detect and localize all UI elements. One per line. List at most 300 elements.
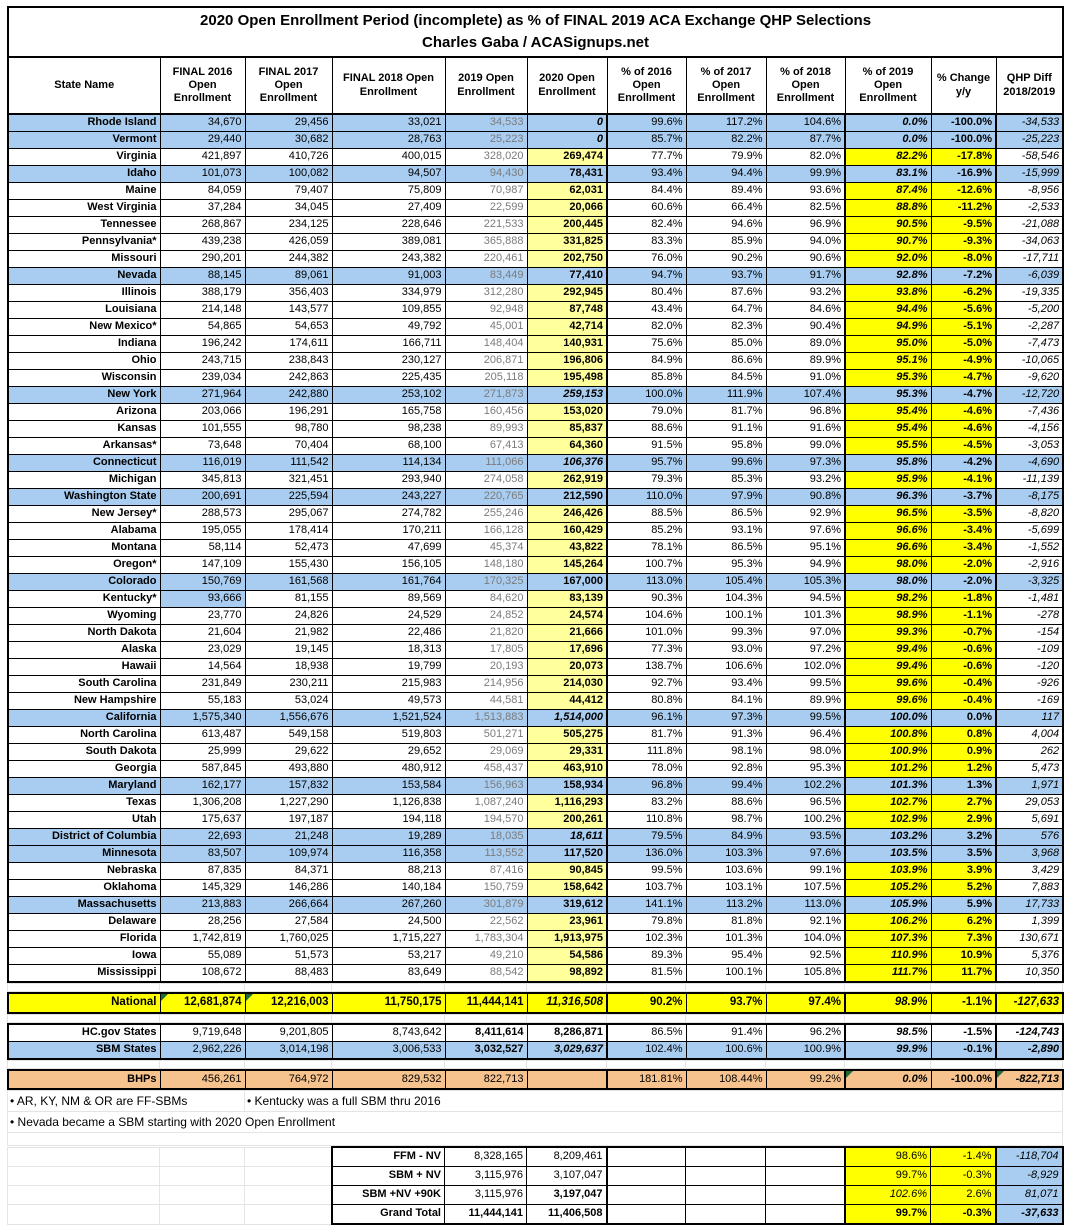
final-2016-cell[interactable]: 214,148	[160, 302, 245, 319]
qhp-diff-cell[interactable]: -58,546	[996, 149, 1063, 166]
qhp-diff-cell[interactable]: 5,473	[996, 761, 1063, 778]
oe-2019-cell[interactable]: 221,533	[445, 217, 527, 234]
oe-2019-cell[interactable]: 206,871	[445, 353, 527, 370]
recon-2020-cell[interactable]: 3,107,047	[527, 1167, 607, 1186]
recon-pct-change-cell[interactable]: -1.4%	[931, 1147, 996, 1167]
oe-2019-cell[interactable]: 92,948	[445, 302, 527, 319]
pct-2017-cell[interactable]: 94.6%	[686, 217, 766, 234]
final-2018-cell[interactable]: 49,573	[332, 693, 445, 710]
qhp-diff-cell[interactable]: -21,088	[996, 217, 1063, 234]
pct-2016-cell[interactable]: 101.0%	[607, 625, 686, 642]
pct-2019-cell[interactable]: 95.3%	[845, 387, 931, 404]
pct-change-cell[interactable]: -8.0%	[931, 251, 996, 268]
pct-2017-cell[interactable]: 99.3%	[686, 625, 766, 642]
final-2016-cell[interactable]: 14,564	[160, 659, 245, 676]
recon-qhp-diff-cell[interactable]: 81,071	[996, 1186, 1063, 1205]
final-2016-cell[interactable]: 73,648	[160, 438, 245, 455]
final-2017-cell[interactable]: 29,622	[245, 744, 332, 761]
pct-2017-cell[interactable]: 82.2%	[686, 132, 766, 149]
pct-2016-cell[interactable]: 79.3%	[607, 472, 686, 489]
final-2018-cell[interactable]: 27,409	[332, 200, 445, 217]
qhp-diff-cell[interactable]: 117	[996, 710, 1063, 727]
pct-2018-cell[interactable]: 94.9%	[766, 557, 845, 574]
qhp-diff-cell[interactable]: -5,200	[996, 302, 1063, 319]
pct-2016-cell[interactable]: 181.81%	[607, 1070, 686, 1089]
pct-2016-cell[interactable]: 76.0%	[607, 251, 686, 268]
oe-2020-cell[interactable]: 77,410	[527, 268, 607, 285]
pct-2016-cell[interactable]: 83.2%	[607, 795, 686, 812]
final-2017-cell[interactable]: 53,024	[245, 693, 332, 710]
empty-cell[interactable]	[686, 1147, 766, 1167]
pct-2016-cell[interactable]: 136.0%	[607, 846, 686, 863]
qhp-diff-cell[interactable]: -4,690	[996, 455, 1063, 472]
empty-cell[interactable]	[607, 1147, 686, 1167]
state-name-cell[interactable]: West Virginia	[8, 200, 160, 217]
oe-2019-cell[interactable]: 67,413	[445, 438, 527, 455]
pct-change-cell[interactable]: -9.5%	[931, 217, 996, 234]
pct-2017-cell[interactable]: 87.6%	[686, 285, 766, 302]
final-2017-cell[interactable]: 89,061	[245, 268, 332, 285]
final-2017-cell[interactable]: 54,653	[245, 319, 332, 336]
recon-label-cell[interactable]: Grand Total	[332, 1205, 445, 1225]
recon-2020-cell[interactable]: 3,197,047	[527, 1186, 607, 1205]
pct-2018-cell[interactable]: 96.4%	[766, 727, 845, 744]
oe-2020-cell[interactable]: 20,066	[527, 200, 607, 217]
pct-change-cell[interactable]: -5.6%	[931, 302, 996, 319]
final-2016-cell[interactable]: 93,666	[160, 591, 245, 608]
recon-qhp-diff-cell[interactable]: -118,704	[996, 1147, 1063, 1167]
pct-change-cell[interactable]: -9.3%	[931, 234, 996, 251]
oe-2019-cell[interactable]: 84,620	[445, 591, 527, 608]
pct-2019-cell[interactable]: 96.5%	[845, 506, 931, 523]
pct-2019-cell[interactable]: 110.9%	[845, 948, 931, 965]
oe-2020-cell[interactable]: 200,445	[527, 217, 607, 234]
oe-2020-cell[interactable]: 292,945	[527, 285, 607, 302]
oe-2020-cell[interactable]: 158,642	[527, 880, 607, 897]
pct-2018-cell[interactable]: 107.4%	[766, 387, 845, 404]
recon-2019-cell[interactable]: 11,444,141	[445, 1205, 527, 1225]
pct-2017-cell[interactable]: 79.9%	[686, 149, 766, 166]
pct-change-cell[interactable]: -100.0%	[931, 114, 996, 132]
pct-change-cell[interactable]: -3.5%	[931, 506, 996, 523]
qhp-diff-cell[interactable]: -127,633	[996, 993, 1063, 1013]
oe-2019-cell[interactable]: 94,430	[445, 166, 527, 183]
final-2018-cell[interactable]: 89,569	[332, 591, 445, 608]
oe-2020-cell[interactable]: 18,611	[527, 829, 607, 846]
pct-2019-cell[interactable]: 98.5%	[845, 1024, 931, 1042]
qhp-diff-cell[interactable]: -2,890	[996, 1042, 1063, 1060]
state-name-cell[interactable]: North Dakota	[8, 625, 160, 642]
final-2018-cell[interactable]: 94,507	[332, 166, 445, 183]
pct-change-cell[interactable]: 3.9%	[931, 863, 996, 880]
final-2017-cell[interactable]: 178,414	[245, 523, 332, 540]
final-2016-cell[interactable]: 21,604	[160, 625, 245, 642]
oe-2020-cell[interactable]: 17,696	[527, 642, 607, 659]
pct-2018-cell[interactable]: 99.5%	[766, 676, 845, 693]
final-2018-cell[interactable]: 91,003	[332, 268, 445, 285]
pct-2017-cell[interactable]: 105.4%	[686, 574, 766, 591]
pct-2018-cell[interactable]: 93.6%	[766, 183, 845, 200]
pct-2016-cell[interactable]: 43.4%	[607, 302, 686, 319]
recon-pct-change-cell[interactable]: -0.3%	[931, 1205, 996, 1225]
oe-2020-cell[interactable]: 8,286,871	[527, 1024, 607, 1042]
final-2017-cell[interactable]: 9,201,805	[245, 1024, 332, 1042]
pct-2016-cell[interactable]: 84.4%	[607, 183, 686, 200]
pct-2018-cell[interactable]: 99.1%	[766, 863, 845, 880]
pct-2017-cell[interactable]: 84.9%	[686, 829, 766, 846]
pct-2018-cell[interactable]: 97.6%	[766, 523, 845, 540]
state-name-cell[interactable]: Michigan	[8, 472, 160, 489]
final-2018-cell[interactable]: 230,127	[332, 353, 445, 370]
pct-2019-cell[interactable]: 100.9%	[845, 744, 931, 761]
final-2016-cell[interactable]: 29,440	[160, 132, 245, 149]
empty-cell[interactable]	[766, 1167, 845, 1186]
oe-2020-cell[interactable]: 117,520	[527, 846, 607, 863]
final-2018-cell[interactable]: 53,217	[332, 948, 445, 965]
pct-2019-cell[interactable]: 98.0%	[845, 574, 931, 591]
final-2017-cell[interactable]: 29,456	[245, 114, 332, 132]
pct-2017-cell[interactable]: 85.3%	[686, 472, 766, 489]
pct-2018-cell[interactable]: 96.5%	[766, 795, 845, 812]
final-2018-cell[interactable]: 1,715,227	[332, 931, 445, 948]
pct-2019-cell[interactable]: 101.3%	[845, 778, 931, 795]
pct-2019-cell[interactable]: 106.2%	[845, 914, 931, 931]
final-2016-cell[interactable]: 162,177	[160, 778, 245, 795]
pct-2019-cell[interactable]: 99.6%	[845, 693, 931, 710]
final-2018-cell[interactable]: 166,711	[332, 336, 445, 353]
oe-2020-cell[interactable]: 0	[527, 132, 607, 149]
oe-2019-cell[interactable]: 89,993	[445, 421, 527, 438]
pct-2018-cell[interactable]: 91.6%	[766, 421, 845, 438]
pct-2018-cell[interactable]: 90.4%	[766, 319, 845, 336]
oe-2019-cell[interactable]: 20,193	[445, 659, 527, 676]
oe-2019-cell[interactable]: 45,001	[445, 319, 527, 336]
pct-2019-cell[interactable]: 0.0%	[845, 132, 931, 149]
oe-2020-cell[interactable]: 212,590	[527, 489, 607, 506]
state-name-cell[interactable]: Idaho	[8, 166, 160, 183]
qhp-diff-cell[interactable]: -7,473	[996, 336, 1063, 353]
final-2017-cell[interactable]: 225,594	[245, 489, 332, 506]
state-name-cell[interactable]: Kentucky*	[8, 591, 160, 608]
pct-change-cell[interactable]: -4.2%	[931, 455, 996, 472]
pct-2016-cell[interactable]: 141.1%	[607, 897, 686, 914]
oe-2020-cell[interactable]: 463,910	[527, 761, 607, 778]
pct-2018-cell[interactable]: 104.6%	[766, 114, 845, 132]
final-2017-cell[interactable]: 266,664	[245, 897, 332, 914]
pct-change-cell[interactable]: 1.2%	[931, 761, 996, 778]
state-name-cell[interactable]: Minnesota	[8, 846, 160, 863]
oe-2019-cell[interactable]: 365,888	[445, 234, 527, 251]
pct-change-cell[interactable]: 3.2%	[931, 829, 996, 846]
state-name-cell[interactable]: Maine	[8, 183, 160, 200]
final-2018-cell[interactable]: 68,100	[332, 438, 445, 455]
qhp-diff-cell[interactable]: 3,429	[996, 863, 1063, 880]
pct-2018-cell[interactable]: 100.9%	[766, 1042, 845, 1060]
oe-2020-cell[interactable]: 214,030	[527, 676, 607, 693]
pct-change-cell[interactable]: -11.2%	[931, 200, 996, 217]
pct-2016-cell[interactable]: 96.1%	[607, 710, 686, 727]
oe-2019-cell[interactable]: 156,963	[445, 778, 527, 795]
final-2017-cell[interactable]: 234,125	[245, 217, 332, 234]
state-name-cell[interactable]: Wyoming	[8, 608, 160, 625]
final-2018-cell[interactable]: 519,803	[332, 727, 445, 744]
pct-2019-cell[interactable]: 100.8%	[845, 727, 931, 744]
final-2017-cell[interactable]: 51,573	[245, 948, 332, 965]
pct-change-cell[interactable]: -4.5%	[931, 438, 996, 455]
final-2018-cell[interactable]: 480,912	[332, 761, 445, 778]
state-name-cell[interactable]: District of Columbia	[8, 829, 160, 846]
qhp-diff-cell[interactable]: -9,620	[996, 370, 1063, 387]
pct-2016-cell[interactable]: 88.5%	[607, 506, 686, 523]
pct-change-cell[interactable]: -4.6%	[931, 421, 996, 438]
qhp-diff-cell[interactable]: -154	[996, 625, 1063, 642]
final-2016-cell[interactable]: 145,329	[160, 880, 245, 897]
pct-2018-cell[interactable]: 97.6%	[766, 846, 845, 863]
qhp-diff-cell[interactable]: -17,711	[996, 251, 1063, 268]
final-2018-cell[interactable]: 116,358	[332, 846, 445, 863]
final-2017-cell[interactable]: 34,045	[245, 200, 332, 217]
pct-change-cell[interactable]: -100.0%	[931, 132, 996, 149]
pct-2016-cell[interactable]: 84.9%	[607, 353, 686, 370]
pct-2017-cell[interactable]: 92.8%	[686, 761, 766, 778]
state-name-cell[interactable]: Rhode Island	[8, 114, 160, 132]
empty-cell[interactable]	[686, 1205, 766, 1225]
oe-2019-cell[interactable]: 3,032,527	[445, 1042, 527, 1060]
final-2018-cell[interactable]: 274,782	[332, 506, 445, 523]
oe-2020-cell[interactable]: 62,031	[527, 183, 607, 200]
final-2017-cell[interactable]: 410,726	[245, 149, 332, 166]
oe-2019-cell[interactable]: 328,020	[445, 149, 527, 166]
pct-2019-cell[interactable]: 99.4%	[845, 642, 931, 659]
oe-2020-cell[interactable]: 167,000	[527, 574, 607, 591]
oe-2020-cell[interactable]: 87,748	[527, 302, 607, 319]
pct-2016-cell[interactable]: 88.6%	[607, 421, 686, 438]
final-2016-cell[interactable]: 239,034	[160, 370, 245, 387]
pct-2017-cell[interactable]: 99.6%	[686, 455, 766, 472]
pct-2017-cell[interactable]: 64.7%	[686, 302, 766, 319]
pct-change-cell[interactable]: 0.8%	[931, 727, 996, 744]
final-2016-cell[interactable]: 88,145	[160, 268, 245, 285]
final-2016-cell[interactable]: 87,835	[160, 863, 245, 880]
pct-change-cell[interactable]: 2.9%	[931, 812, 996, 829]
pct-2017-cell[interactable]: 97.9%	[686, 489, 766, 506]
qhp-diff-cell[interactable]: 17,733	[996, 897, 1063, 914]
pct-2019-cell[interactable]: 88.8%	[845, 200, 931, 217]
qhp-diff-cell[interactable]: -5,699	[996, 523, 1063, 540]
pct-change-cell[interactable]: -4.1%	[931, 472, 996, 489]
final-2016-cell[interactable]: 345,813	[160, 472, 245, 489]
oe-2020-cell[interactable]: 140,931	[527, 336, 607, 353]
oe-2019-cell[interactable]: 87,416	[445, 863, 527, 880]
pct-change-cell[interactable]: -5.0%	[931, 336, 996, 353]
pct-change-cell[interactable]: -4.9%	[931, 353, 996, 370]
oe-2020-cell[interactable]: 246,426	[527, 506, 607, 523]
pct-2018-cell[interactable]: 101.3%	[766, 608, 845, 625]
pct-change-cell[interactable]: -0.6%	[931, 659, 996, 676]
oe-2019-cell[interactable]: 17,805	[445, 642, 527, 659]
pct-2018-cell[interactable]: 105.3%	[766, 574, 845, 591]
qhp-diff-cell[interactable]: -34,063	[996, 234, 1063, 251]
final-2016-cell[interactable]: 2,962,226	[160, 1042, 245, 1060]
pct-change-cell[interactable]: 3.5%	[931, 846, 996, 863]
pct-2018-cell[interactable]: 94.0%	[766, 234, 845, 251]
pct-2019-cell[interactable]: 105.2%	[845, 880, 931, 897]
pct-2019-cell[interactable]: 95.1%	[845, 353, 931, 370]
oe-2019-cell[interactable]: 25,223	[445, 132, 527, 149]
final-2016-cell[interactable]: 456,261	[160, 1070, 245, 1089]
qhp-diff-cell[interactable]: 4,004	[996, 727, 1063, 744]
oe-2019-cell[interactable]: 8,411,614	[445, 1024, 527, 1042]
pct-change-cell[interactable]: -4.7%	[931, 370, 996, 387]
pct-2016-cell[interactable]: 77.7%	[607, 149, 686, 166]
final-2018-cell[interactable]: 228,646	[332, 217, 445, 234]
qhp-diff-cell[interactable]: -8,956	[996, 183, 1063, 200]
final-2017-cell[interactable]: 70,404	[245, 438, 332, 455]
oe-2020-cell[interactable]: 24,574	[527, 608, 607, 625]
pct-change-cell[interactable]: 0.9%	[931, 744, 996, 761]
final-2016-cell[interactable]: 388,179	[160, 285, 245, 302]
empty-cell[interactable]	[766, 1205, 845, 1225]
pct-2017-cell[interactable]: 85.0%	[686, 336, 766, 353]
oe-2020-cell[interactable]: 21,666	[527, 625, 607, 642]
pct-change-cell[interactable]: -0.4%	[931, 693, 996, 710]
oe-2020-cell[interactable]: 23,961	[527, 914, 607, 931]
pct-2017-cell[interactable]: 88.6%	[686, 795, 766, 812]
qhp-diff-cell[interactable]: 5,691	[996, 812, 1063, 829]
oe-2019-cell[interactable]: 205,118	[445, 370, 527, 387]
final-2017-cell[interactable]: 230,211	[245, 676, 332, 693]
pct-2019-cell[interactable]: 111.7%	[845, 965, 931, 983]
oe-2020-cell[interactable]: 44,412	[527, 693, 607, 710]
final-2017-cell[interactable]: 197,187	[245, 812, 332, 829]
state-name-cell[interactable]: Arizona	[8, 404, 160, 421]
pct-2018-cell[interactable]: 91.7%	[766, 268, 845, 285]
pct-2017-cell[interactable]: 103.1%	[686, 880, 766, 897]
qhp-diff-cell[interactable]: 10,350	[996, 965, 1063, 983]
pct-2019-cell[interactable]: 102.7%	[845, 795, 931, 812]
state-name-cell[interactable]: New Jersey*	[8, 506, 160, 523]
oe-2019-cell[interactable]: 312,280	[445, 285, 527, 302]
state-name-cell[interactable]: New York	[8, 387, 160, 404]
pct-2017-cell[interactable]: 93.0%	[686, 642, 766, 659]
oe-2019-cell[interactable]: 220,461	[445, 251, 527, 268]
recon-label-cell[interactable]: FFM - NV	[332, 1147, 445, 1167]
pct-change-cell[interactable]: -1.1%	[931, 608, 996, 625]
state-name-cell[interactable]: Massachusetts	[8, 897, 160, 914]
final-2016-cell[interactable]: 290,201	[160, 251, 245, 268]
final-2017-cell[interactable]: 196,291	[245, 404, 332, 421]
qhp-diff-cell[interactable]: -2,287	[996, 319, 1063, 336]
state-name-cell[interactable]: Louisiana	[8, 302, 160, 319]
pct-2016-cell[interactable]: 100.7%	[607, 557, 686, 574]
pct-2016-cell[interactable]: 79.8%	[607, 914, 686, 931]
final-2016-cell[interactable]: 58,114	[160, 540, 245, 557]
pct-change-cell[interactable]: -0.1%	[931, 1042, 996, 1060]
pct-2016-cell[interactable]: 102.3%	[607, 931, 686, 948]
oe-2019-cell[interactable]: 274,058	[445, 472, 527, 489]
pct-change-cell[interactable]: -2.0%	[931, 557, 996, 574]
pct-2018-cell[interactable]: 84.6%	[766, 302, 845, 319]
state-name-cell[interactable]: North Carolina	[8, 727, 160, 744]
pct-2016-cell[interactable]: 83.3%	[607, 234, 686, 251]
qhp-diff-cell[interactable]: -1,552	[996, 540, 1063, 557]
oe-2020-cell[interactable]: 505,275	[527, 727, 607, 744]
final-2018-cell[interactable]: 156,105	[332, 557, 445, 574]
pct-2016-cell[interactable]: 91.5%	[607, 438, 686, 455]
pct-2016-cell[interactable]: 104.6%	[607, 608, 686, 625]
final-2016-cell[interactable]: 213,883	[160, 897, 245, 914]
oe-2019-cell[interactable]: 88,542	[445, 965, 527, 983]
state-name-cell[interactable]: Delaware	[8, 914, 160, 931]
summary-label-cell[interactable]: HC.gov States	[8, 1024, 160, 1042]
oe-2019-cell[interactable]: 24,852	[445, 608, 527, 625]
qhp-diff-cell[interactable]: 1,399	[996, 914, 1063, 931]
final-2018-cell[interactable]: 24,500	[332, 914, 445, 931]
qhp-diff-cell[interactable]: 3,968	[996, 846, 1063, 863]
oe-2019-cell[interactable]: 11,444,141	[445, 993, 527, 1013]
qhp-diff-cell[interactable]: -3,053	[996, 438, 1063, 455]
pct-2016-cell[interactable]: 75.6%	[607, 336, 686, 353]
pct-2016-cell[interactable]: 79.5%	[607, 829, 686, 846]
pct-2016-cell[interactable]: 99.5%	[607, 863, 686, 880]
oe-2020-cell[interactable]: 158,934	[527, 778, 607, 795]
pct-2016-cell[interactable]: 96.8%	[607, 778, 686, 795]
final-2018-cell[interactable]: 109,855	[332, 302, 445, 319]
summary-label-cell[interactable]: National	[8, 993, 160, 1013]
oe-2019-cell[interactable]: 1,087,240	[445, 795, 527, 812]
recon-label-cell[interactable]: SBM + NV	[332, 1167, 445, 1186]
oe-2020-cell[interactable]: 200,261	[527, 812, 607, 829]
state-name-cell[interactable]: Virginia	[8, 149, 160, 166]
oe-2019-cell[interactable]: 150,759	[445, 880, 527, 897]
pct-2018-cell[interactable]: 104.0%	[766, 931, 845, 948]
qhp-diff-cell[interactable]: 1,971	[996, 778, 1063, 795]
pct-2018-cell[interactable]: 96.2%	[766, 1024, 845, 1042]
pct-2016-cell[interactable]: 77.3%	[607, 642, 686, 659]
final-2016-cell[interactable]: 84,059	[160, 183, 245, 200]
oe-2020-cell[interactable]: 145,264	[527, 557, 607, 574]
oe-2019-cell[interactable]: 148,180	[445, 557, 527, 574]
pct-2017-cell[interactable]: 86.5%	[686, 540, 766, 557]
qhp-diff-cell[interactable]: -7,436	[996, 404, 1063, 421]
final-2016-cell[interactable]: 231,849	[160, 676, 245, 693]
oe-2020-cell[interactable]: 1,913,975	[527, 931, 607, 948]
pct-2018-cell[interactable]: 99.9%	[766, 166, 845, 183]
final-2017-cell[interactable]: 21,982	[245, 625, 332, 642]
qhp-diff-cell[interactable]: -34,533	[996, 114, 1063, 132]
oe-2020-cell[interactable]: 42,714	[527, 319, 607, 336]
final-2016-cell[interactable]: 25,999	[160, 744, 245, 761]
pct-2018-cell[interactable]: 107.5%	[766, 880, 845, 897]
pct-2018-cell[interactable]: 89.0%	[766, 336, 845, 353]
pct-2018-cell[interactable]: 87.7%	[766, 132, 845, 149]
oe-2020-cell[interactable]: 3,029,637	[527, 1042, 607, 1060]
pct-2019-cell[interactable]: 99.6%	[845, 676, 931, 693]
pct-change-cell[interactable]: -5.1%	[931, 319, 996, 336]
pct-change-cell[interactable]: -1.1%	[931, 993, 996, 1013]
oe-2019-cell[interactable]: 113,552	[445, 846, 527, 863]
oe-2020-cell[interactable]: 319,612	[527, 897, 607, 914]
pct-2017-cell[interactable]: 113.2%	[686, 897, 766, 914]
pct-2019-cell[interactable]: 107.3%	[845, 931, 931, 948]
final-2017-cell[interactable]: 30,682	[245, 132, 332, 149]
pct-2019-cell[interactable]: 90.7%	[845, 234, 931, 251]
oe-2020-cell[interactable]: 85,837	[527, 421, 607, 438]
pct-2017-cell[interactable]: 93.7%	[686, 993, 766, 1013]
pct-2018-cell[interactable]: 90.6%	[766, 251, 845, 268]
pct-2016-cell[interactable]: 80.4%	[607, 285, 686, 302]
oe-2019-cell[interactable]: 170,325	[445, 574, 527, 591]
